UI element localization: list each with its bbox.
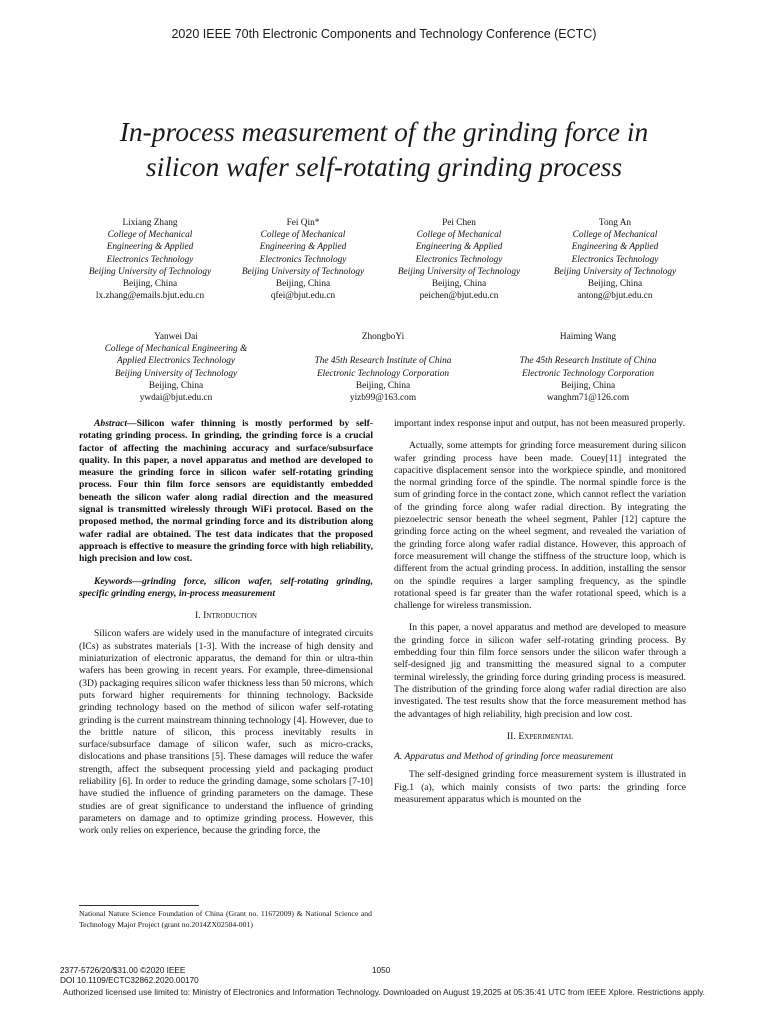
author-block: [498, 331, 678, 404]
author-name: Lixiang Zhang: [122, 218, 178, 228]
copyright-doi: [60, 966, 199, 986]
right-column: [394, 418, 686, 806]
title-line-1: In-process measurement of the grinding force in: [119, 116, 649, 147]
author-name: Yanwei Dai: [154, 332, 198, 342]
author-affiliation: Engineering & Applied: [106, 242, 194, 253]
author-city: Beijing, China: [587, 279, 643, 290]
section-title: Introduction: [203, 610, 257, 622]
author-city: Beijing, China: [560, 380, 616, 391]
author-affiliation: Beijing University of Technology: [553, 266, 677, 277]
author-affiliation: Engineering & Applied: [415, 242, 503, 253]
author-email: yizb99@163.com: [349, 393, 417, 403]
abstract-text: Silicon wafer thinning is mostly performed by self-rotating grinding process. In grinding, the grinding force is a crucial factor of affecting the machining accuracy and surface/subsurface quality. In this paper, a novel apparatus and method are developed to measure the grinding force in silicon wafer self-rotating grinding process. Four thin film force sensors are equidistantly embedded beneath the silicon wafer along radial direction and the measured signal is transmitted wirelessly through WiFi protocol. Based on the proposed method, the normal grinding force and its distribution along wafer radial are obtained. The test data indicates that the proposed approach is effective to measure the grinding force with high reliability, high precision and low cost.: [79, 418, 373, 565]
conference-header: 2020 IEEE 70th Electronic Components and Technology Conference (ECTC): [171, 27, 597, 41]
author-affiliation: Electronics Technology: [415, 254, 503, 265]
author-name: Fei Qin*: [286, 218, 320, 228]
author-name: Pei Chen: [442, 218, 476, 228]
author-email: qfei@bjut.edu.cn: [270, 291, 336, 302]
author-affiliation: College of Mechanical: [107, 230, 193, 241]
body-paragraph: In this paper, a novel apparatus and method are developed to measure the grinding force in silicon wafer self-rotating grinding process. By embedding four thin film force sensors under the silicon wafer through a self-designed jig and transmitting the measured signal to a computer terminal wirelessly, the grinding force during grinding process is measured. The distribution of the grinding force along wafer radial direction are also investigated. The test results show that the force measurement method has the advantages of high reliability, high precision and low cost.: [394, 622, 686, 720]
title-line-2: silicon wafer self-rotating grinding process: [145, 151, 623, 182]
abstract-lead: Abstract—: [94, 418, 137, 429]
author-affiliation: Beijing University of Technology: [397, 266, 521, 277]
author-email: lx.zhang@emails.bjut.edu.cn: [95, 291, 205, 302]
author-name: ZhongboYi: [361, 332, 405, 342]
author-affiliation: Engineering & Applied: [259, 242, 347, 253]
author-block: [86, 331, 266, 404]
author-affiliation: Electronics Technology: [571, 254, 659, 265]
left-column: [79, 418, 373, 838]
author-affiliation: Beijing University of Technology: [88, 266, 212, 277]
author-affiliation: College of Mechanical: [416, 230, 502, 241]
author-affiliation: Electronics Technology: [106, 254, 194, 265]
author-affiliation: College of Mechanical: [572, 230, 658, 241]
section-title: Experimental: [518, 730, 574, 742]
intro-paragraph: Silicon wafers are widely used in the manufacture of integrated circuits (ICs) as substrates materials [1-3]. With the increase of high density and miniaturization of electronic apparatus, the demand for thin or ultra-thin wafers has been growing in recent years. For example, three-dimensional (3D) packaging requires silicon wafer thickness less than 50 microns, which puts forward higher requirements for thinning technology. Backside grinding technology based on the method of silicon wafer self-rotating grinding is the current mainstream thinning technology [4]. However, due to the brittle nature of silicon, this process inevitably results in surface/subsurface damage of silicon wafer, such as micro-cracks, dislocations and phase transitions [5]. These damages will reduce the wafer strength, affect the subsequent processing yield and packaging product reliability [6]. In order to reduce the grinding damage, some scholars [7-10] have studied the influence of grinding parameters on the damage. These studies are of great significance to understand the influence of grinding parameters on damage and to optimize grinding process. However, this work only relies on experience, because the grinding force, the: [79, 628, 373, 837]
author-name: Tong An: [598, 218, 632, 228]
author-affiliation: Engineering & Applied: [571, 242, 659, 253]
keywords: Keywords—grinding force, silicon wafer, self-rotating grinding, specific grinding energy, in-process measurement: [79, 575, 373, 599]
page-number: 1050: [372, 966, 391, 975]
subsection-heading: A. Apparatus and Method of grinding force measurement: [394, 751, 614, 763]
section-number: I.: [195, 610, 201, 622]
author-affiliation: College of Mechanical Engineering &: [104, 344, 248, 355]
author-city: Beijing, China: [275, 279, 331, 290]
author-block: [228, 217, 378, 302]
copyright-line: 2377-5726/20/$31.00 ©2020 IEEE: [60, 966, 186, 975]
author-affiliation: Electronics Technology: [259, 254, 347, 265]
footnote: National Nature Science Foundation of China (Grant no. 11672009) & National Science and Technology Major Project (grant no.2014ZX02504-001): [79, 909, 372, 929]
section-heading-experimental: [394, 731, 686, 743]
section-number: II.: [506, 730, 516, 742]
author-email: peichen@bjut.edu.cn: [419, 291, 499, 302]
author-email: wanghm71@126.com: [546, 393, 630, 403]
body-paragraph: important index response input and output, has not been measured properly.: [394, 418, 685, 429]
author-city: Beijing, China: [355, 380, 411, 391]
author-affiliation: The 45th Research Institute of China: [314, 356, 452, 367]
author-affiliation: Beijing University of Technology: [241, 266, 365, 277]
author-affiliation: Beijing University of Technology: [114, 368, 238, 379]
paper-title: [40, 114, 728, 184]
body-paragraph: Actually, some attempts for grinding force measurement during silicon wafer grinding process have been made. Couey[11] integrated the capacitive displacement sensor into the workpiece spindle, and monitored the normal grinding force of the spindle. The normal spindle force is the sum of grinding force in the contact zone, which cannot reflect the variation of the grinding force along wafer radial direction. By integrating the piezoelectric sensor beneath the wheel segment, Pahler [12] capture the grinding force acting on the wheel segment, and revealed the variation of the grinding force along wafer radial distance. However, this approach of force measurement will change the stiffness of the structure loop, which is different from the actual grinding process. In addition, installing the sensor on the spindle requires a larger sampling frequency, as the spindle rotational speed is far greater than the wafer rotational speed, which is a challenge for wireless transmission.: [394, 440, 686, 612]
section-heading-introduction: [79, 610, 373, 622]
doi-line: DOI 10.1109/ECTC32862.2020.00170: [60, 976, 199, 985]
license-notice: Authorized licensed use limited to: Ministry of Electronics and Information Technology. Downloaded on August 19,2025 at 05:35:41 UTC from IEEE Xplore. Restrictions apply.: [63, 987, 705, 997]
body-paragraph: The self-designed grinding force measurement system is illustrated in Fig.1 (a), which mainly consists of two parts: the grinding force measurement apparatus which is mounted on the: [394, 769, 686, 806]
author-city: Beijing, China: [122, 279, 178, 290]
author-block: [384, 217, 534, 302]
footnote-rule: [79, 905, 199, 906]
abstract: [79, 418, 373, 566]
author-affiliation: Applied Electronics Technology: [116, 356, 236, 367]
author-city: Beijing, China: [148, 380, 204, 391]
author-email: antong@bjut.edu.cn: [577, 291, 653, 302]
author-email: ywdai@bjut.edu.cn: [139, 393, 213, 404]
author-affiliation: Electronic Technology Corporation: [521, 368, 655, 379]
author-name: Haiming Wang: [559, 332, 617, 342]
author-block: [540, 217, 690, 302]
author-block: [293, 331, 473, 404]
author-affiliation: College of Mechanical: [260, 230, 346, 241]
author-city: Beijing, China: [431, 279, 487, 290]
author-affiliation: Electronic Technology Corporation: [316, 368, 450, 379]
author-block: [75, 217, 225, 302]
author-affiliation: The 45th Research Institute of China: [519, 356, 657, 367]
